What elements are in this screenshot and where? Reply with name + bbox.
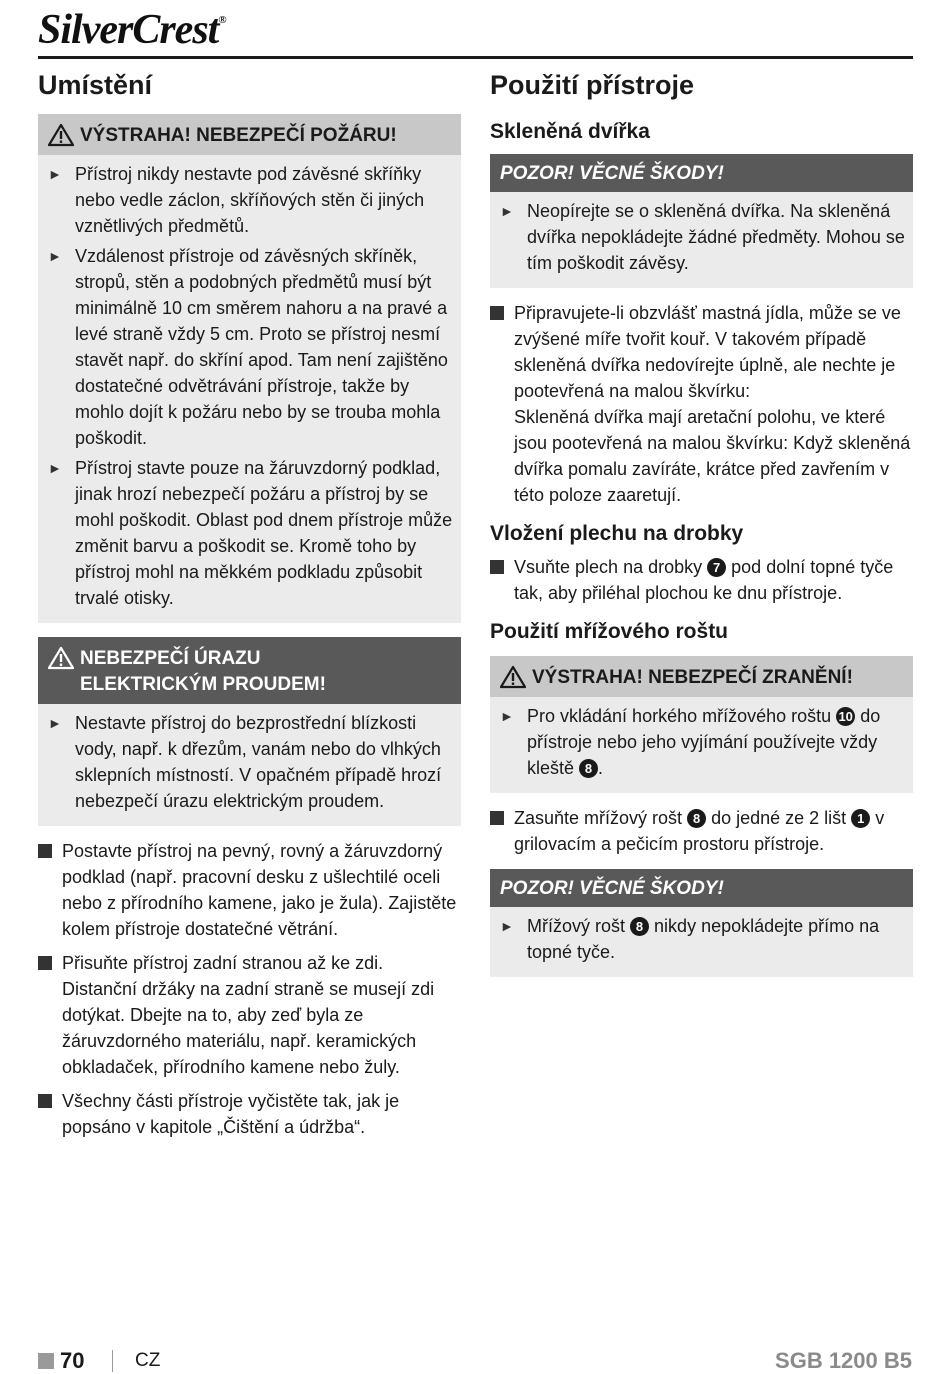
header-rule bbox=[38, 56, 913, 59]
arrow-icon: ► bbox=[48, 715, 62, 731]
part-number-badge: 8 bbox=[579, 759, 598, 778]
arrow-icon: ► bbox=[500, 708, 514, 724]
part-number-badge: 7 bbox=[707, 558, 726, 577]
footer-divider bbox=[112, 1350, 113, 1372]
warning-triangle-icon bbox=[48, 123, 74, 147]
grill-warning-box bbox=[490, 656, 913, 793]
brand-logo: SilverCrest® bbox=[38, 7, 226, 53]
grill-caution-body bbox=[490, 907, 913, 977]
arrow-icon: ► bbox=[48, 460, 62, 476]
glass-caution-box bbox=[490, 154, 913, 288]
section-title-usage: Použití přístroje bbox=[490, 70, 695, 100]
page-number: 70 bbox=[60, 1348, 85, 1373]
part-number-badge: 1 bbox=[851, 809, 870, 828]
warning-triangle-icon bbox=[500, 665, 526, 689]
fire-warning-body bbox=[38, 155, 461, 623]
list-item: ► Vzdálenost přístroje od závěsných skříněk, stropů, stěn a podobných předmětů musí být minimálně 10 cm směrem nahoru a na pravé a levé straně vždy 5 cm. Proto se přístroj nesmí stavět např. do skříní apod. Tam není zajištěno dostatečné odvětrávání přístroje, takže by mohlo dojít k požáru nebo by se trouba mohla poškodit. bbox=[48, 243, 453, 451]
list-item: Postavte přístroj na pevný, rovný a žáruvzdorný podklad (např. pracovní desku z ušlechtilé oceli nebo z přírodního kamene, jako je žula). Zajistěte kolem přístroje dostatečné větrání. bbox=[38, 838, 461, 942]
list-item: Zasuňte mřížový rošt 8 do jedné ze 2 lišt 1 v grilovacím a pečicím prostoru přístroje. bbox=[490, 805, 913, 857]
square-bullet-icon bbox=[38, 844, 52, 858]
left-column bbox=[38, 66, 461, 1140]
square-bullet-icon bbox=[38, 1094, 52, 1108]
list-item: ► Nestavte přístroj do bezprostřední blízkosti vody, např. k dřezům, vanám nebo do vlhkých sklepních místností. V opačném případě hrozí nebezpečí úrazu elektrickým proudem. bbox=[48, 710, 453, 814]
grill-caution-title: POZOR! VĚCNÉ ŠKODY! bbox=[490, 869, 913, 907]
subsection-title-glass-door: Skleněná dvířka bbox=[490, 120, 650, 143]
right-column bbox=[490, 66, 913, 977]
list-item: Přisuňte přístroj zadní stranou až ke zdi. Distanční držáky na zadní straně se musejí zdi dotýkat. Dbejte na to, aby zeď byla ze žáruvzdorného materiálu, např. keramických obkladaček, přírodního kamene nebo žuly. bbox=[38, 950, 461, 1080]
list-item: ► Mřížový rošt 8 nikdy nepokládejte přímo na topné tyče. bbox=[500, 913, 905, 965]
list-item: ► Pro vkládání horkého mřížového roštu 10 do přístroje nebo jeho vyjímání používejte vždy kleště 8 . bbox=[500, 703, 905, 781]
arrow-icon: ► bbox=[500, 203, 514, 219]
list-item: Připravujete-li obzvlášť mastná jídla, může se ve zvýšené míře tvořit kouř. V takovém případě skleněná dvířka nedovírejte úplně, ale nechte je pootevřená na malou škvírku: Skleněná dvířka mají aretační polohu, ve které jsou pootevřená na malou škvírku: Když skleněná dvířka pomalu zavíráte, krátce před zavřením v této poloze zaaretují. bbox=[490, 300, 913, 508]
subsection-title-crumb-tray: Vložení plechu na drobky bbox=[490, 522, 744, 545]
model-number: SGB 1200 B5 bbox=[775, 1348, 912, 1373]
subsection-title-grill-rack: Použití mřížového roštu bbox=[490, 620, 729, 643]
square-bullet-icon bbox=[490, 811, 504, 825]
language-code: CZ bbox=[135, 1350, 161, 1371]
arrow-icon: ► bbox=[500, 918, 514, 934]
electric-warning-body bbox=[38, 704, 461, 826]
list-item: Všechny části přístroje vyčistěte tak, jak je popsáno v kapitole „Čištění a údržba“. bbox=[38, 1088, 461, 1140]
list-item: ► Přístroj stavte pouze na žáruvzdorný podklad, jinak hrozí nebezpečí požáru a přístroj by se mohl poškodit. Oblast pod dnem přístroje může změnit barvu a poškodit se. Kromě toho by přístroj mohl na měkkém podkladu způsobit trvalé otisky. bbox=[48, 455, 453, 611]
warning-triangle-icon bbox=[48, 646, 74, 670]
part-number-badge: 8 bbox=[630, 917, 649, 936]
glass-caution-title: POZOR! VĚCNÉ ŠKODY! bbox=[490, 154, 913, 192]
footer-square-icon bbox=[38, 1353, 54, 1369]
electric-warning-title: NEBEZPEČÍ ÚRAZU ELEKTRICKÝM PROUDEM! bbox=[38, 637, 461, 704]
square-bullet-icon bbox=[38, 956, 52, 970]
placement-bullets bbox=[38, 838, 461, 1140]
grill-caution-box bbox=[490, 869, 913, 977]
part-number-badge: 10 bbox=[836, 707, 855, 726]
electric-warning-box bbox=[38, 637, 461, 826]
list-item: ► Přístroj nikdy nestavte pod závěsné skříňky nebo vedle záclon, skříňových stěn či jiných vznětlivých předmětů. bbox=[48, 161, 453, 239]
part-number-badge: 8 bbox=[687, 809, 706, 828]
fire-warning-title: VÝSTRAHA! NEBEZPEČÍ POŽÁRU! bbox=[38, 114, 461, 155]
section-title-placement: Umístění bbox=[38, 70, 153, 100]
square-bullet-icon bbox=[490, 560, 504, 574]
grill-warning-title: VÝSTRAHA! NEBEZPEČÍ ZRANĚNÍ! bbox=[490, 656, 913, 697]
grill-warning-body bbox=[490, 697, 913, 793]
glass-caution-body bbox=[490, 192, 913, 288]
arrow-icon: ► bbox=[48, 166, 62, 182]
arrow-icon: ► bbox=[48, 248, 62, 264]
list-item: ► Neopírejte se o skleněná dvířka. Na skleněná dvířka nepokládejte žádné předměty. Mohou se tím poškodit závěsy. bbox=[500, 198, 905, 276]
fire-warning-box bbox=[38, 114, 461, 623]
square-bullet-icon bbox=[490, 306, 504, 320]
list-item: Vsuňte plech na drobky 7 pod dolní topné tyče tak, aby přiléhal plochou ke dnu přístroje. bbox=[490, 554, 913, 606]
